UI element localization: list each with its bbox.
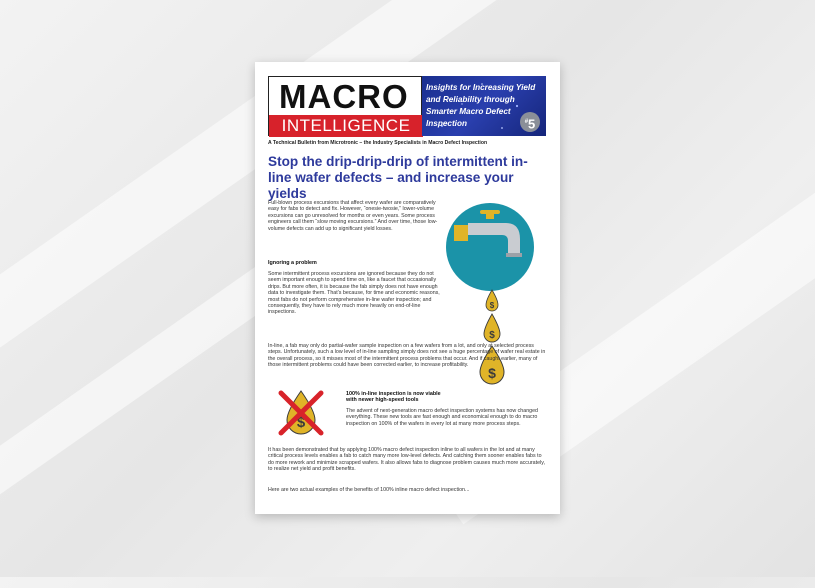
issue-number-badge: #5 [520, 112, 540, 132]
masthead-logo [268, 76, 422, 136]
paragraph-3: In-line, a fab may only do partial-wafer sample inspection on a few wafers from a lot, and only at selected process steps. Unfortunately, such a low level of in-line sampling simply does not see a huge percentage of wafer real estate in the overall process, so it misses most of the intermittent process problems that occur. And if caught earlier, many of those intermittent problems could have been corrected earlier, to increase profitability. [268, 343, 546, 369]
heading-ignoring-a-problem: Ignoring a problem [268, 260, 317, 266]
crossed-dollar-drop-icon [275, 387, 327, 439]
headline: Stop the drip-drip-drip of intermittent in-line wafer defects – and increase your yields [268, 154, 528, 201]
masthead-tagline-panel [422, 76, 546, 136]
faucet-illustration [446, 203, 534, 291]
paragraph-6: Here are two actual examples of the benefits of 100% inline macro defect inspection... [268, 487, 470, 493]
svg-text:$: $ [489, 330, 495, 341]
tagline: Insights for Increasing Yield and Reliability through Smarter Macro Defect Inspection [426, 83, 536, 128]
svg-text:$: $ [488, 365, 496, 381]
paragraph-5: It has been demonstrated that by applying 100% macro defect inspection inline to all wafers in the lot and at many critical process levels enables a fab to catch many more low-level defects. And catching them sooner enables fabs to do more rework and minimize scrapped wafers. It also allows fabs to diagnose problem causes much more accurately, to realize net yield and profit benefits. [268, 447, 545, 473]
byline: A Technical Bulletin from Microtronic – the Industry Specialists in Macro Defect Inspection [268, 140, 488, 146]
paragraph-1: Full-blown process excursions that affect every wafer are comparatively easy for fabs to detect and fix. However, “onesie-twosie,” lower-volume excursions can go unresolved for months or even years. Some process engineers call them “slow moving excursions.” And over time, those low-volume defects can add up to significant yield losses. [268, 200, 438, 232]
bulletin-page [255, 62, 560, 514]
dollar-drop-icon [486, 290, 498, 311]
brand-word-macro: MACRO [279, 78, 409, 115]
masthead [268, 76, 546, 136]
paragraph-2: Some intermittent process excursions are ignored because they do not seem important enough to spend time on, like a faucet that occasionally drips. But more often, it is because the fab simply does not have enough data to investigate them. That’s because, for time and economic reasons, most fabs do not perform comprehensive in-line wafer inspection; and consequently, they have to rely much more heavily on end-of-line inspections. [268, 271, 440, 316]
svg-text:$: $ [489, 301, 495, 310]
faucet-icon [446, 203, 534, 291]
dollar-drop-icon [484, 314, 500, 342]
paragraph-4: The advent of next-generation macro defect inspection systems has now changed everything. These new tools are fast enough and economical enough to do macro inspection on 100% of the wafers in every lot at many more process steps. [346, 408, 538, 427]
heading-100-percent-inline: 100% in-line inspection is now viable with newer high-speed tools [346, 391, 441, 404]
svg-text:$: $ [296, 414, 306, 431]
brand-word-intelligence: INTELLIGENCE [269, 115, 423, 137]
